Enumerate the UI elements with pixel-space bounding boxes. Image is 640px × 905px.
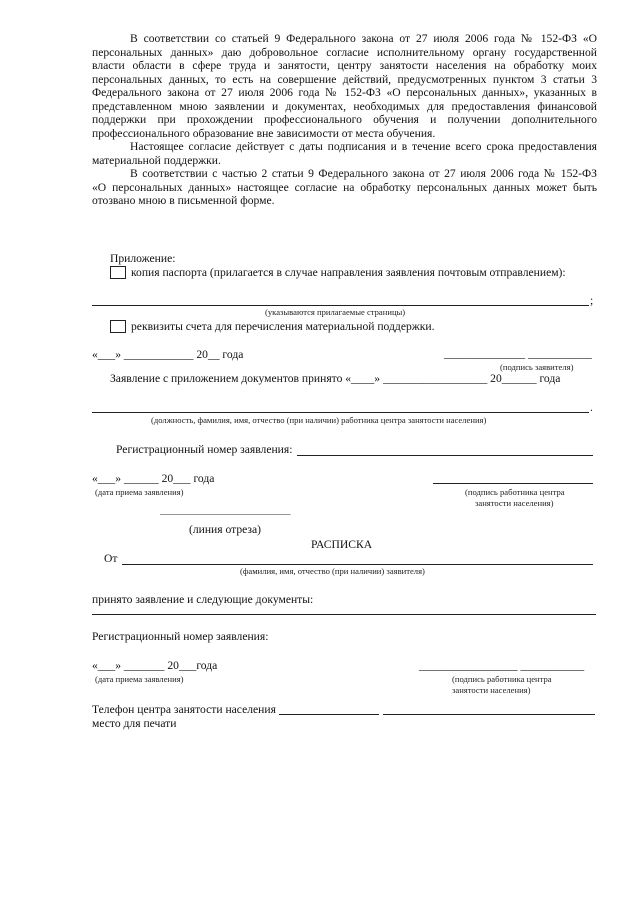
receipt-title: РАСПИСКА xyxy=(311,538,373,551)
official-name-line-end: . xyxy=(590,401,593,414)
worker-signature-line[interactable] xyxy=(433,483,593,484)
applicant-signature-line[interactable]: ______________ ___________ xyxy=(444,347,592,360)
application-date-line[interactable]: «___» ____________ 20__ года xyxy=(92,348,244,361)
cut-line: _____________________________ xyxy=(160,506,291,516)
receipt-date-line[interactable]: «___» _______ 20___года xyxy=(92,659,218,672)
attached-pages-line[interactable] xyxy=(92,305,589,306)
passport-copy-checkbox[interactable] xyxy=(110,266,126,279)
applicant-signature-caption: (подпись заявителя) xyxy=(500,362,574,372)
worker-signature-caption-2: занятости населения) xyxy=(475,498,554,508)
consent-p3-line-1: В соответствии с частью 2 статьи 9 Федерального закона от 27 июля 2006 года № 152-ФЗ xyxy=(130,167,597,180)
receipt-from-label: От xyxy=(104,552,118,565)
consent-paragraph-1 xyxy=(92,32,597,140)
receipt-from-line[interactable] xyxy=(122,564,593,565)
consent-p3-line-2: «О персональных данных» настоящее согласие на обработку персональных данных может быть xyxy=(92,180,597,194)
stamp-place-label: место для печати xyxy=(92,717,177,730)
acceptance-date-line[interactable]: «___» ______ 20___ года xyxy=(92,472,215,485)
consent-p2-line-2: материальной поддержки. xyxy=(92,153,221,167)
employment-center-phone-line-1[interactable] xyxy=(279,714,379,715)
consent-p1-line-3: власти области в сфере труда и занятости, центру занятости населения на обработку моих xyxy=(92,59,597,72)
attached-pages-line-end: ; xyxy=(590,294,594,307)
consent-p1-line-8: профессионального образование вне зависимости от места обучения. xyxy=(92,126,436,140)
attached-pages-caption: (указываются прилагаемые страницы) xyxy=(265,307,406,317)
consent-p2-line-1: Настоящее согласие действует с даты подписания и в течение всего срока предоставления xyxy=(130,140,597,153)
receipt-documents-line[interactable] xyxy=(92,614,596,615)
bank-details-checkbox[interactable] xyxy=(110,320,126,333)
employment-center-phone-line-2[interactable] xyxy=(383,714,595,715)
consent-p1-line-1: В соответствии со статьей 9 Федерального закона от 27 июля 2006 года № 152-ФЗ «О xyxy=(130,32,597,45)
consent-p1-line-6: представленном мною заявлении и документах, необходимых для предоставления финансовой xyxy=(92,99,597,113)
official-name-line[interactable] xyxy=(92,412,589,413)
passport-copy-label: копия паспорта (прилагается в случае направления заявления почтовым отправлением): xyxy=(131,266,566,279)
consent-p3-line-3: отозвано мною в письменной форме. xyxy=(92,194,275,207)
receipt-worker-caption-1: (подпись работника центра xyxy=(452,674,552,684)
registration-number-line[interactable] xyxy=(297,455,593,456)
consent-p1-line-7: поддержки при прохождении профессионального обучения и получении дополнительного xyxy=(92,113,597,126)
bank-details-label: реквизиты счета для перечисления материальной поддержки. xyxy=(131,320,435,333)
attachments-heading: Приложение: xyxy=(110,252,176,265)
receipt-date-caption: (дата приема заявления) xyxy=(95,674,184,684)
receipt-registration-label: Регистрационный номер заявления: xyxy=(92,630,269,643)
cut-line-label: (линия отреза) xyxy=(189,523,262,536)
receipt-worker-caption-2: занятости населения) xyxy=(452,685,531,695)
employment-center-phone-label: Телефон центра занятости населения xyxy=(92,703,276,716)
receipt-from-caption: (фамилия, имя, отчество (при наличии) заявителя) xyxy=(240,566,425,576)
consent-p1-line-5: Федерального закона от 27 июля 2006 года № 152-ФЗ «О персональных данных», указанных в xyxy=(92,86,597,99)
consent-paragraph-3 xyxy=(92,167,597,208)
application-accepted-line[interactable]: Заявление с приложением документов принято «____» __________________ 20______ года xyxy=(110,372,561,385)
worker-signature-caption-1: (подпись работника центра xyxy=(465,487,565,497)
receipt-accepted-text: принято заявление и следующие документы: xyxy=(92,593,314,606)
consent-p1-line-2: персональных данных» даю добровольное согласие исполнительному органу государственной xyxy=(92,45,597,59)
official-name-caption: (должность, фамилия, имя, отчество (при наличии) работника центра занятости населения) xyxy=(151,415,487,425)
acceptance-date-caption: (дата приема заявления) xyxy=(95,487,184,497)
registration-number-label: Регистрационный номер заявления: xyxy=(116,443,293,456)
receipt-worker-signature-line[interactable]: _________________ ___________ xyxy=(419,659,585,672)
consent-p1-line-4: персональных данных, то есть на совершение действий, предусмотренных пунктом 3 статьи 3 xyxy=(92,72,597,86)
consent-paragraph-2 xyxy=(92,140,597,167)
